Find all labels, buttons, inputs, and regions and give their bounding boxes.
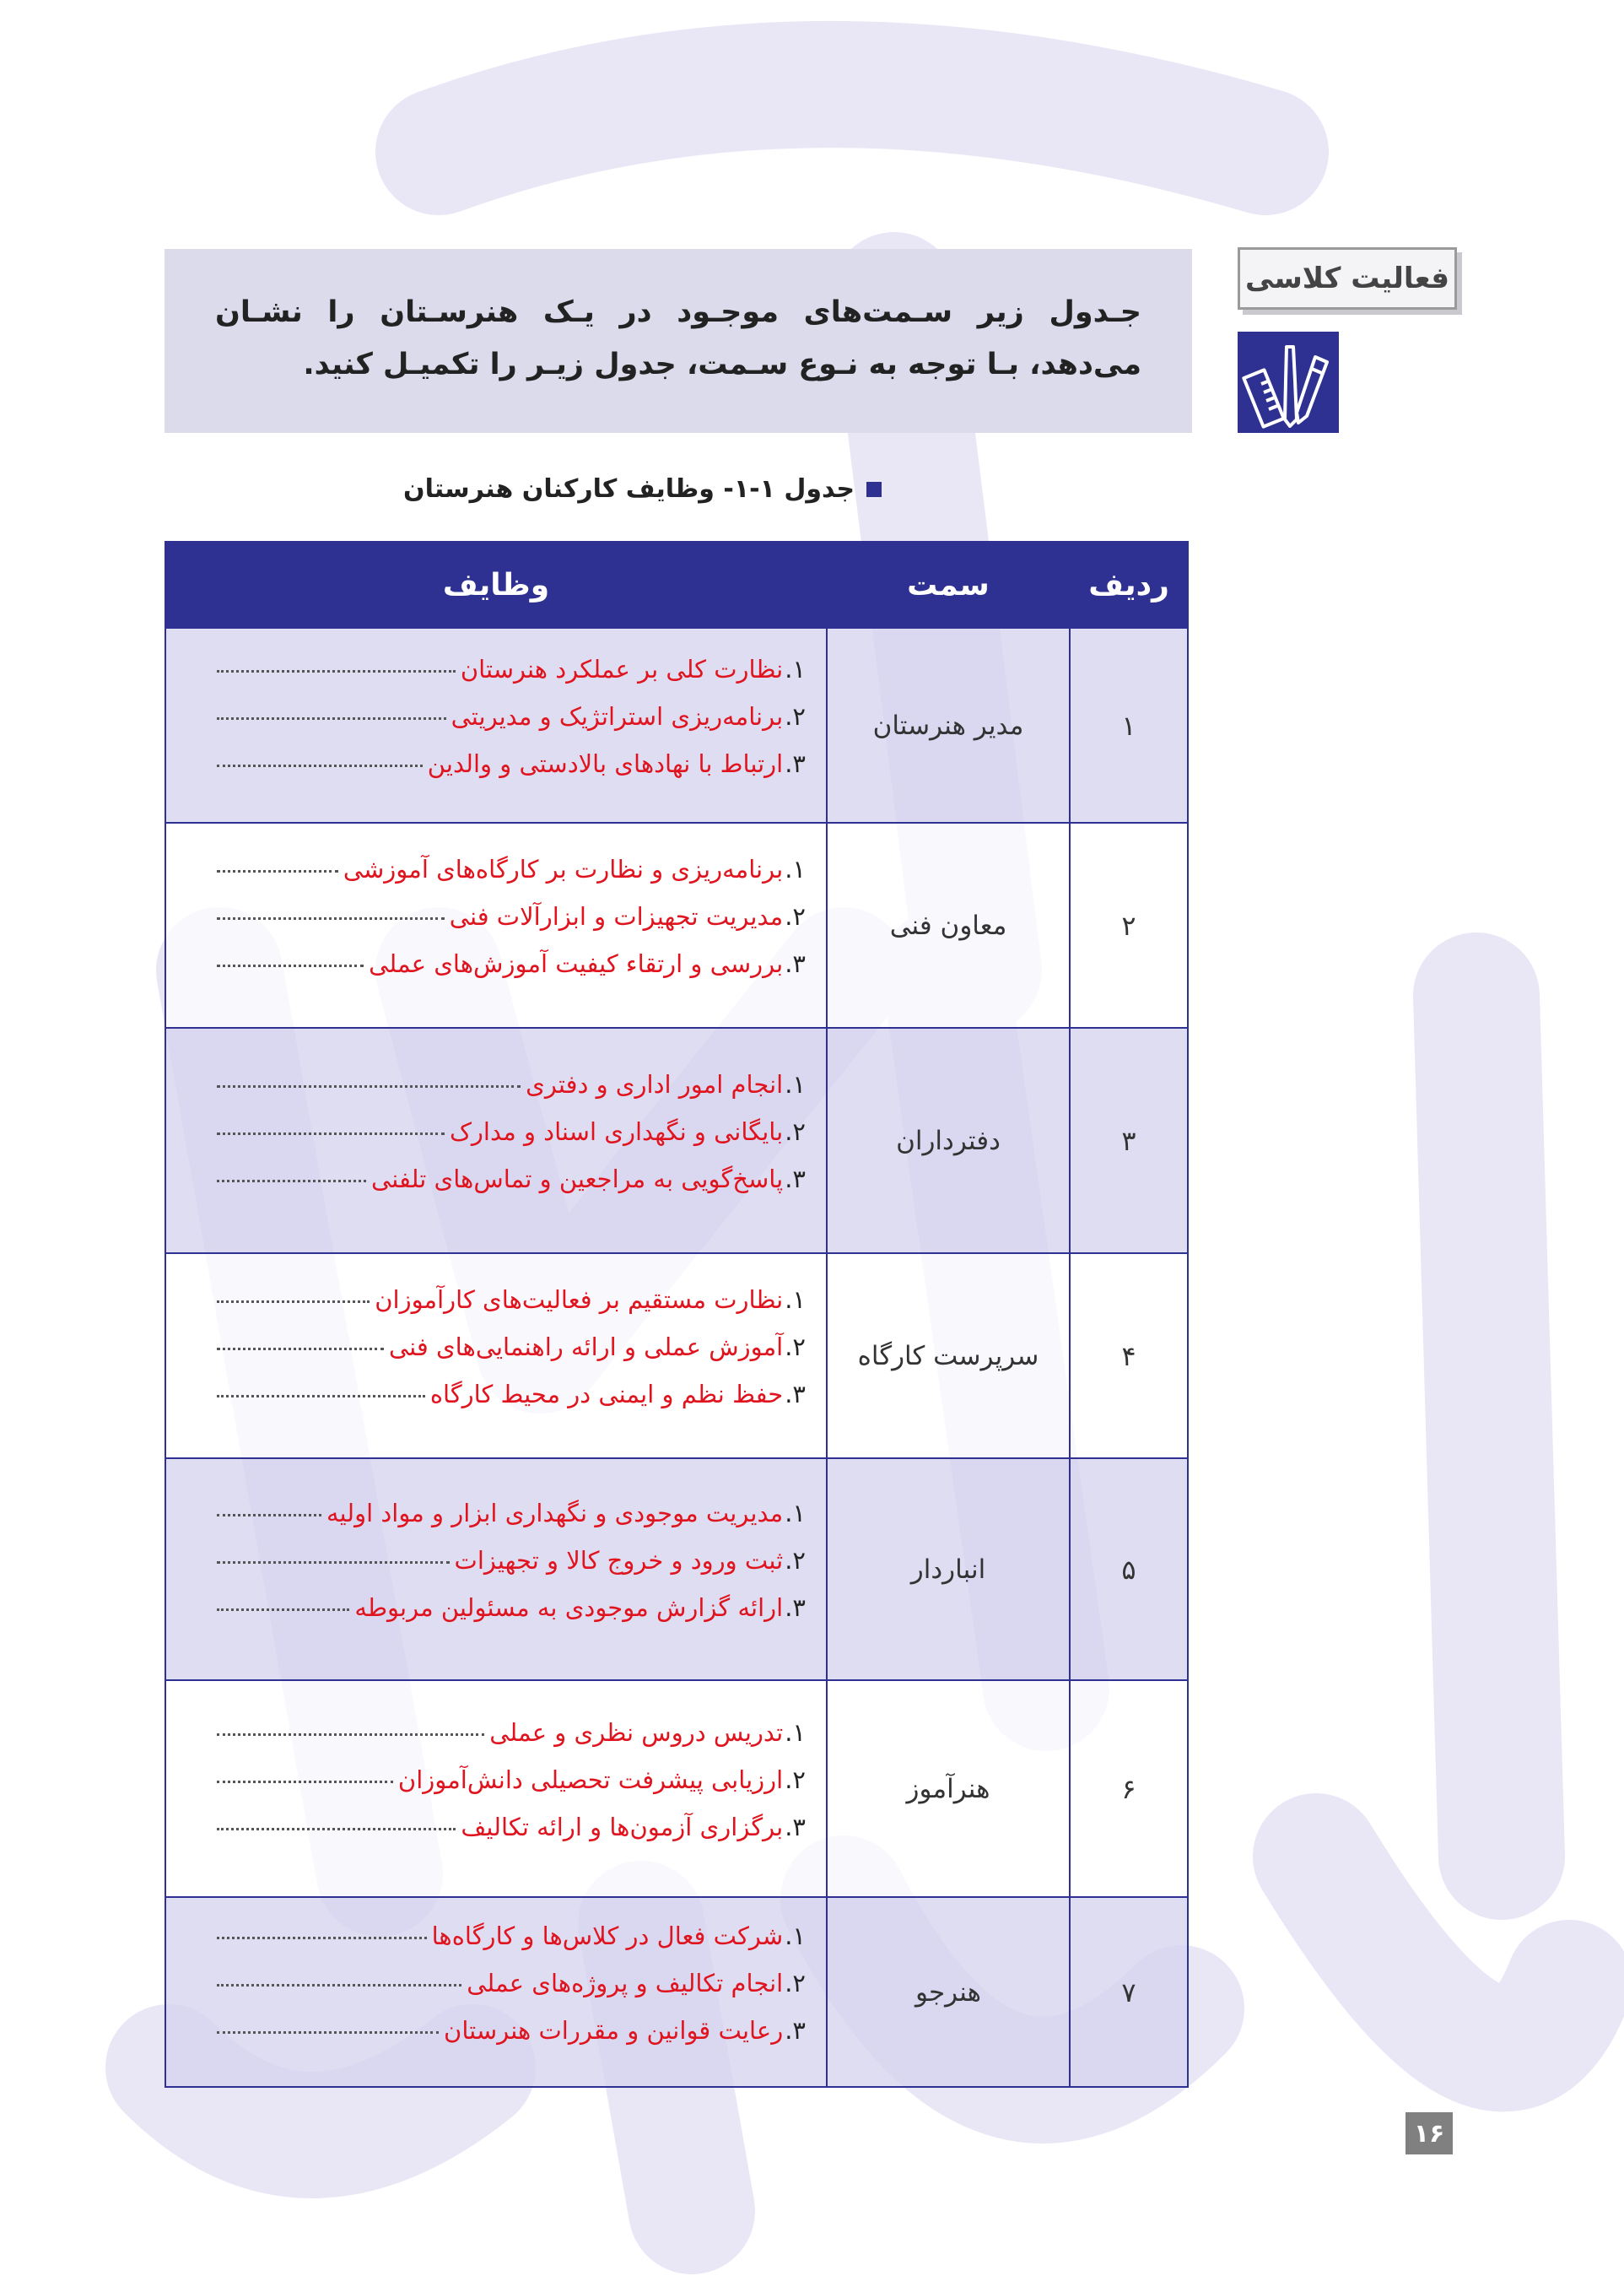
duties-cell [165, 823, 827, 1028]
duty-number: ۲. [785, 1765, 806, 1794]
dotted-answer-line [217, 1561, 450, 1564]
duty-text: ثبت ورود و خروج کالا و تجهیزات [454, 1545, 784, 1575]
duty-text: برگزاری آزمون‌ها و ارائه تکالیف [461, 1812, 784, 1841]
duties-cell [165, 1458, 827, 1680]
dotted-answer-line [217, 717, 446, 720]
duty-line [217, 2016, 806, 2063]
dotted-answer-line [217, 917, 445, 920]
position-name: مدیر هنرستان [827, 628, 1070, 823]
duty-text: مدیریت تجهیزات و ابزارآلات فنی [449, 901, 784, 931]
duty-number: ۲. [785, 701, 806, 731]
duty-text: ارتباط با نهادهای بالادستی و والدین [427, 749, 784, 778]
activity-label-text: فعالیت کلاسی [1244, 262, 1450, 295]
duty-line [217, 1765, 806, 1813]
duty-line [217, 1546, 806, 1593]
header-duties: وظایف [165, 542, 827, 628]
duty-text: برنامه‌ریزی و نظارت بر کارگاه‌های آموزشی [343, 854, 784, 884]
duty-line [217, 949, 806, 997]
dotted-answer-line [217, 1180, 366, 1182]
duty-number: ۲. [785, 1116, 806, 1146]
duty-text: مدیریت موجودی و نگهداری ابزار و مواد اولیه [326, 1498, 784, 1527]
duty-number: ۳. [785, 1592, 806, 1622]
duty-line [217, 1165, 806, 1212]
position-name: هنرجو [827, 1897, 1070, 2087]
duty-text: رعایت قوانین و مقررات هنرستان [444, 2015, 784, 2045]
duty-number: ۳. [785, 2015, 806, 2045]
duty-number: ۳. [785, 749, 806, 778]
row-number: ۱ [1070, 628, 1188, 823]
position-name: دفترداران [827, 1028, 1070, 1253]
position-name: انباردار [827, 1458, 1070, 1680]
duties-cell [165, 1680, 827, 1897]
row-number: ۶ [1070, 1680, 1188, 1897]
table-row [165, 1897, 1188, 2087]
pencil-ruler-brush-icon [1238, 332, 1339, 433]
position-name: سرپرست کارگاه [827, 1253, 1070, 1458]
duty-text: شرکت فعال در کلاس‌ها و کارگاه‌ها [431, 1921, 784, 1950]
duty-number: ۲. [785, 1545, 806, 1575]
duty-text: نظارت کلی بر عملکرد هنرستان [460, 654, 784, 684]
duty-line [217, 1285, 806, 1332]
duty-line [217, 1718, 806, 1765]
row-number: ۷ [1070, 1897, 1188, 2087]
duty-number: ۱. [785, 1284, 806, 1314]
duty-text: ارزیابی پیشرفت تحصیلی دانش‌آموزان [397, 1765, 784, 1794]
duty-number: ۳. [785, 1812, 806, 1841]
duty-text: ارائه گزارش موجودی به مسئولین مربوطه [354, 1592, 784, 1622]
duty-number: ۱. [785, 854, 806, 884]
duty-text: تدریس دروس نظری و عملی [489, 1717, 784, 1747]
duty-text: پاسخ‌گویی به مراجعین و تماس‌های تلفنی [371, 1164, 784, 1193]
dotted-answer-line [217, 1984, 461, 1987]
duty-line [217, 1380, 806, 1427]
duty-number: ۱. [785, 1069, 806, 1099]
dotted-answer-line [217, 1395, 425, 1397]
duty-number: ۳. [785, 1379, 806, 1408]
intro-text: جـدول زیر سـمت‌های موجـود در یـک هنرسـتان را نشـان می‌دهد، بـا توجه به نـوع سـمت، جدول زیـر را تکمیـل کنید. [215, 295, 1141, 381]
duty-text: برنامه‌ریزی استراتژیک و مدیریتی [451, 701, 784, 731]
dotted-answer-line [217, 1348, 384, 1350]
duty-line [217, 655, 806, 702]
duty-line [217, 1922, 806, 1969]
dotted-answer-line [217, 1514, 321, 1516]
dotted-answer-line [217, 1733, 484, 1736]
duty-number: ۱. [785, 1921, 806, 1950]
duty-text: بایگانی و نگهداری اسناد و مدارک [449, 1116, 784, 1146]
dotted-answer-line [217, 1300, 370, 1303]
duty-text: انجام امور اداری و دفتری [526, 1069, 784, 1099]
dotted-answer-line [217, 1608, 349, 1611]
row-number: ۴ [1070, 1253, 1188, 1458]
duties-cell [165, 1028, 827, 1253]
duty-text: بررسی و ارتقاء کیفیت آموزش‌های عملی [369, 949, 784, 978]
table-row [165, 1458, 1188, 1680]
row-number: ۳ [1070, 1028, 1188, 1253]
dotted-answer-line [217, 965, 364, 967]
duty-line [217, 1499, 806, 1546]
page-number: ۱۶ [1405, 2112, 1453, 2154]
dotted-answer-line [217, 1828, 456, 1830]
table-header-row [165, 542, 1188, 628]
table-row [165, 1680, 1188, 1897]
duty-line [217, 1117, 806, 1165]
duty-text: انجام تکالیف و پروژه‌های عملی [467, 1968, 784, 1997]
table-row [165, 823, 1188, 1028]
row-number: ۵ [1070, 1458, 1188, 1680]
header-position: سمت [827, 542, 1070, 628]
dotted-answer-line [217, 1085, 521, 1088]
header-row-number: ردیف [1070, 542, 1188, 628]
dotted-answer-line [217, 765, 423, 767]
duty-number: ۱. [785, 1498, 806, 1527]
duty-text: آموزش عملی و ارائه راهنمایی‌های فنی [388, 1332, 784, 1361]
duties-cell [165, 1253, 827, 1458]
duty-number: ۳. [785, 949, 806, 978]
table-row [165, 1253, 1188, 1458]
duty-number: ۱. [785, 654, 806, 684]
duty-line [217, 1070, 806, 1117]
duties-table [165, 541, 1189, 2088]
row-number: ۲ [1070, 823, 1188, 1028]
intro-box [165, 249, 1192, 433]
duty-line [217, 1813, 806, 1860]
duty-text: حفظ نظم و ایمنی در محیط کارگاه [429, 1379, 784, 1408]
caption-text: جدول ۱-۱- وظایف کارکنان هنرستان [403, 474, 855, 504]
duty-text: نظارت مستقیم بر فعالیت‌های کارآموزان [375, 1284, 784, 1314]
duty-number: ۱. [785, 1717, 806, 1747]
dotted-answer-line [217, 870, 338, 873]
duty-number: ۲. [785, 1968, 806, 1997]
table-row [165, 628, 1188, 823]
duty-line [217, 749, 806, 797]
duty-number: ۳. [785, 1164, 806, 1193]
duty-line [217, 902, 806, 949]
activity-label [1238, 247, 1457, 310]
dotted-answer-line [217, 2031, 439, 2034]
table-row [165, 1028, 1188, 1253]
position-name: هنرآموز [827, 1680, 1070, 1897]
duties-cell [165, 628, 827, 823]
table-caption [403, 474, 882, 504]
duty-number: ۲. [785, 901, 806, 931]
duties-cell [165, 1897, 827, 2087]
duty-number: ۲. [785, 1332, 806, 1361]
duty-line [217, 855, 806, 902]
duty-line [217, 702, 806, 749]
duty-line [217, 1332, 806, 1380]
dotted-answer-line [217, 1937, 427, 1939]
dotted-answer-line [217, 1781, 393, 1783]
caption-square-icon [866, 482, 882, 497]
position-name: معاون فنی [827, 823, 1070, 1028]
dotted-answer-line [217, 670, 456, 673]
duty-line [217, 1969, 806, 2016]
dotted-answer-line [217, 1132, 445, 1135]
duty-line [217, 1593, 806, 1641]
